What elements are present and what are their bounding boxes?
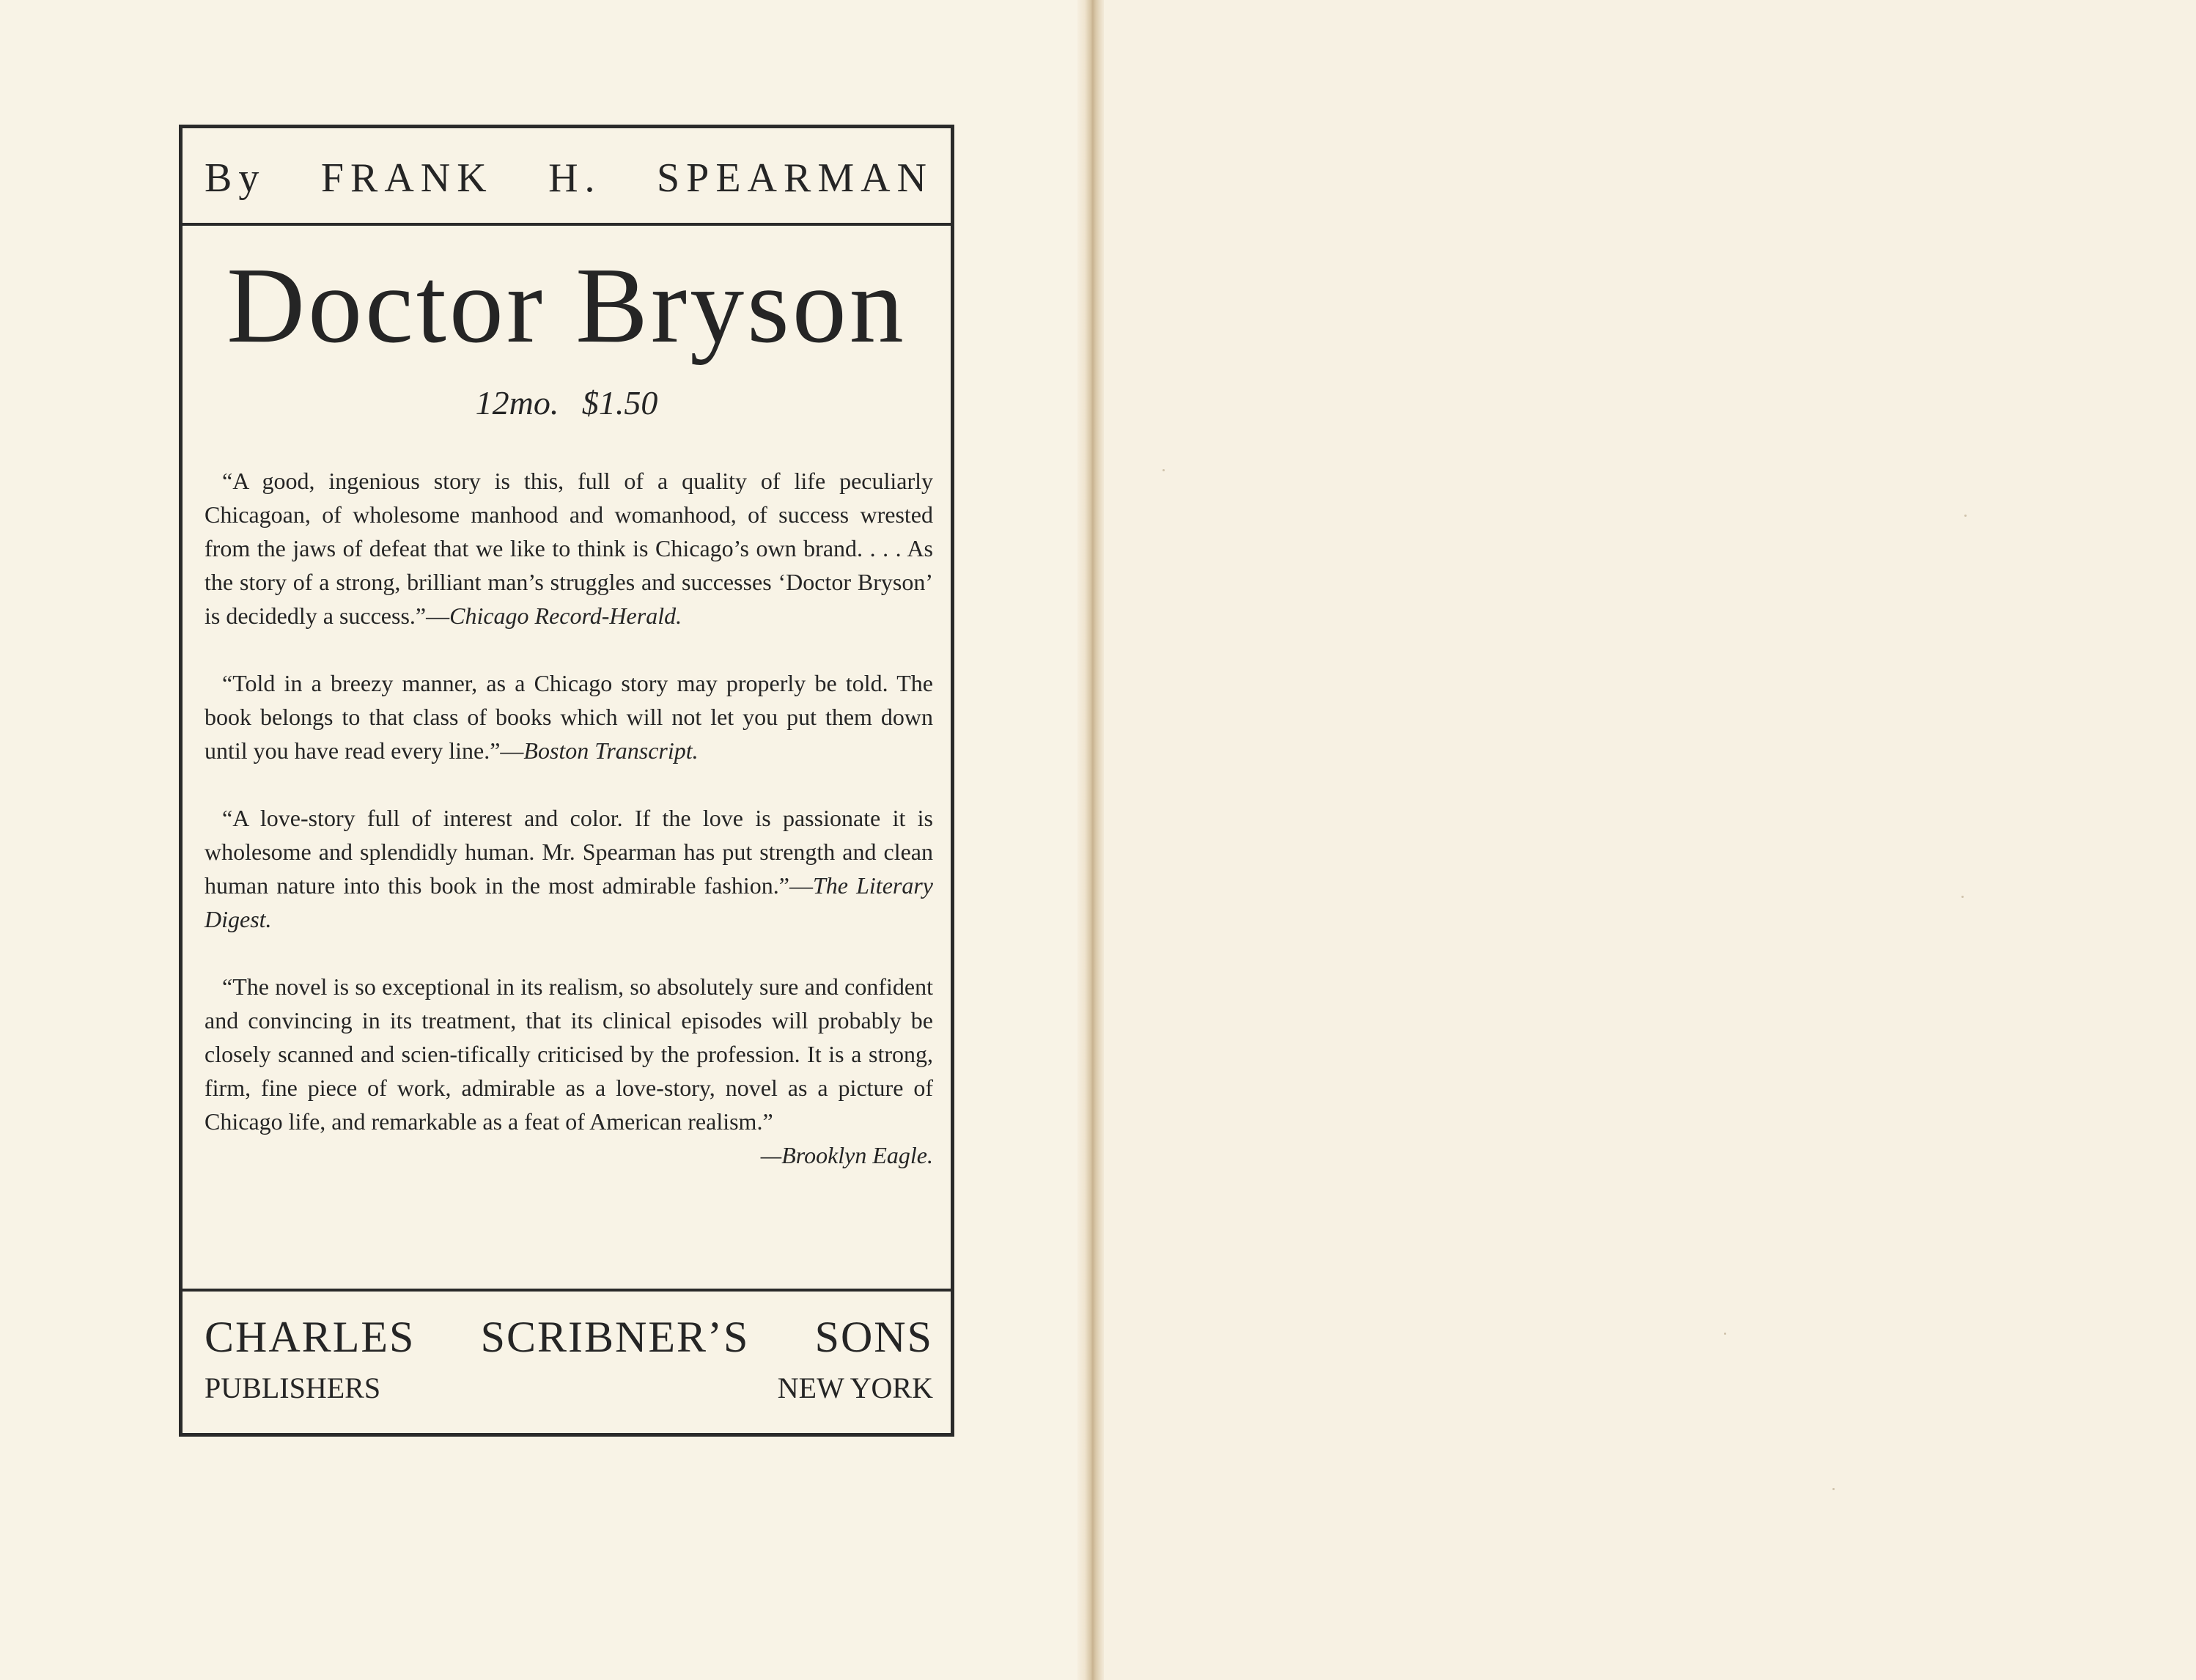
reviews-list bbox=[205, 464, 933, 1206]
review-1 bbox=[205, 464, 933, 633]
review-quote: “A love-story full of interest and color. If the love is passionate it is wholesome and splendidly human. Mr. Spearman has put strength and clean human nature into this book in the most admirable fashion.”— bbox=[205, 805, 933, 899]
paper-speck bbox=[1724, 1333, 1726, 1335]
advertisement-frame bbox=[179, 125, 954, 1437]
review-quote: “A good, ingenious story is this, full of a quality of life peculiarly Chicagoan, of wholesome manhood and womanhood, of success wrested from the jaws of defeat that we like to think is Chicago’s own brand. . . . As the story of a strong, brilliant man’s struggles and successes ‘Doctor Bryson’ is decidedly a success.”— bbox=[205, 468, 933, 629]
publisher-name: CHARLES SCRIBNER’S SONS bbox=[205, 1313, 933, 1361]
review-3 bbox=[205, 801, 933, 936]
review-source: —Brooklyn Eagle. bbox=[760, 1142, 933, 1168]
publisher-city: NEW YORK bbox=[777, 1371, 933, 1404]
review-quote: “Told in a breezy manner, as a Chicago story may properly be told. The book belongs to that class of books which will not let you put them down until you have read every line.”— bbox=[205, 670, 933, 764]
paper-speck bbox=[1964, 515, 1967, 517]
review-source: Boston Transcript. bbox=[523, 737, 699, 764]
review-2 bbox=[205, 666, 933, 767]
review-4 bbox=[205, 970, 933, 1172]
left-page bbox=[0, 0, 1086, 1680]
price-line bbox=[183, 386, 951, 420]
paper-speck bbox=[1163, 469, 1165, 471]
review-quote: “The novel is so exceptional in its realism, so absolutely sure and confident and convincing in its treatment, that its clinical episodes will probably be closely scanned and scien-tifically criticised by the profession. It is a strong, firm, fine piece of work, admirable as a love-story, novel as a picture of Chicago life, and remarkable as a feat of American realism.” bbox=[205, 973, 933, 1135]
paper-speck bbox=[1832, 1488, 1835, 1490]
ad-footer bbox=[183, 1289, 951, 1433]
book-title: Doctor Bryson bbox=[226, 246, 907, 366]
right-page-blank bbox=[1104, 0, 2196, 1680]
review-source: The Literary Digest. bbox=[205, 872, 934, 932]
review-source: Chicago Record-Herald. bbox=[449, 603, 682, 629]
paper-speck bbox=[1961, 896, 1964, 898]
ad-header bbox=[183, 128, 951, 226]
publisher-role: PUBLISHERS bbox=[205, 1371, 381, 1404]
book-price: $1.50 bbox=[581, 384, 658, 421]
author-byline: By FRANK H. SPEARMAN bbox=[205, 155, 933, 201]
book-format: 12mo. bbox=[475, 384, 559, 421]
book-gutter bbox=[1077, 0, 1107, 1680]
